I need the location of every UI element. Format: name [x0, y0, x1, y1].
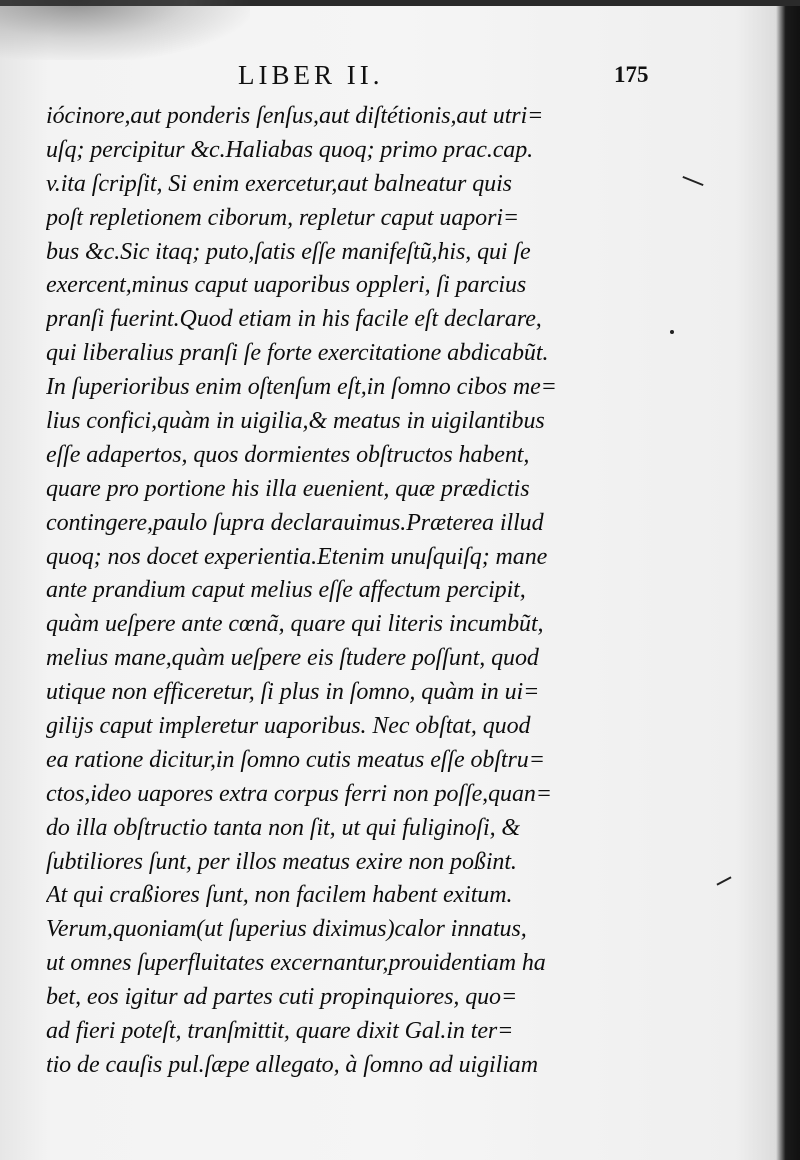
text-line: pranſi fuerint.Quod etiam in his facile eſt declarare, — [46, 306, 542, 333]
text-line: ad fieri poteſt, tranſmittit, quare dixit Gal.in ter= — [46, 1018, 514, 1045]
text-line: bet, eos igitur ad partes cuti propinquiores, quo= — [46, 984, 518, 1011]
text-line: bus &c.Sic itaq; puto,ſatis eſſe manifeſtũ,his, qui ſe — [46, 238, 531, 265]
text-line: utique non efficeretur, ſi plus in ſomno, quàm in ui= — [46, 679, 540, 706]
text-line: melius mane,quàm ueſpere eis ſtudere poſſunt, quod — [46, 645, 539, 672]
text-line: ante prandium caput melius eſſe affectum percipit, — [46, 577, 526, 604]
text-line: contingere,paulo ſupra declarauimus.Præterea illud — [46, 509, 544, 536]
text-line: quoq; nos docet experientia.Etenim unuſquiſq; mane — [46, 543, 548, 570]
text-line: eſſe adapertos, quos dormientes obſtructos habent, — [46, 441, 530, 468]
text-line: giliјs caput impleretur uaporibus. Nec obſtat, quod — [46, 713, 531, 740]
text-line: iócinore,aut ponderis ſenſus,aut diſtétionis,aut utri= — [46, 103, 544, 129]
text-line: ut omnes ſuperfluitates excernantur,prouidentiam ha — [46, 950, 546, 977]
text-line: exercent,minus caput uaporibus oppleri, ſi parcius — [46, 272, 527, 299]
text-line: v.ita ſcripſit, Si enim exercetur,aut balneatur quis — [46, 170, 512, 197]
page-corner-shadow — [0, 0, 250, 60]
body-text — [46, 100, 650, 1083]
margin-dot — [670, 330, 674, 334]
margin-mark — [682, 176, 703, 186]
text-line: do illa obſtructio tanta non ſit, ut qui fuliginoſi, & — [46, 814, 521, 841]
text-line: tio de cauſis pul.ſæpe allegato, à ſomno ad uigiliam — [46, 1051, 538, 1078]
text-line: ctos,ideo uapores extra corpus ferri non poſſe,quan= — [46, 780, 552, 807]
margin-mark — [716, 876, 731, 885]
text-line: quàm ueſpere ante cœnã, quare qui literis incumbũt, — [46, 611, 544, 638]
text-line: At qui craßiores ſunt, non facilem habent exitum. — [46, 882, 513, 909]
text-line: poſt repletionem ciborum, repletur caput uapori= — [46, 204, 520, 231]
text-line: ſubtiliores ſunt, per illos meatus exire non poßint. — [46, 848, 517, 875]
text-line: ea ratione dicitur,in ſomno cutis meatus eſſe obſtru= — [46, 746, 545, 773]
page-number: 175 — [614, 62, 649, 87]
text-line: qui liberalius pranſi ſe forte exercitatione abdicabũt. — [46, 340, 549, 367]
text-line: In ſuperioribus enim oſtenſum eſt,in ſomno cibos me= — [46, 374, 557, 401]
text-line: quare pro portione his illa euenient, quæ prædictis — [46, 475, 530, 502]
text-line: lius confici,quàm in uigilia,& meatus in uigilantibus — [46, 408, 545, 435]
text-line: Verum,quoniam(ut ſuperius diximus)calor innatus, — [46, 916, 527, 943]
text-line: uſq; percipitur &c.Haliabas quoq; primo prac.cap. — [46, 136, 534, 163]
running-head: LIBER II. — [238, 60, 384, 90]
page-header — [0, 60, 800, 96]
